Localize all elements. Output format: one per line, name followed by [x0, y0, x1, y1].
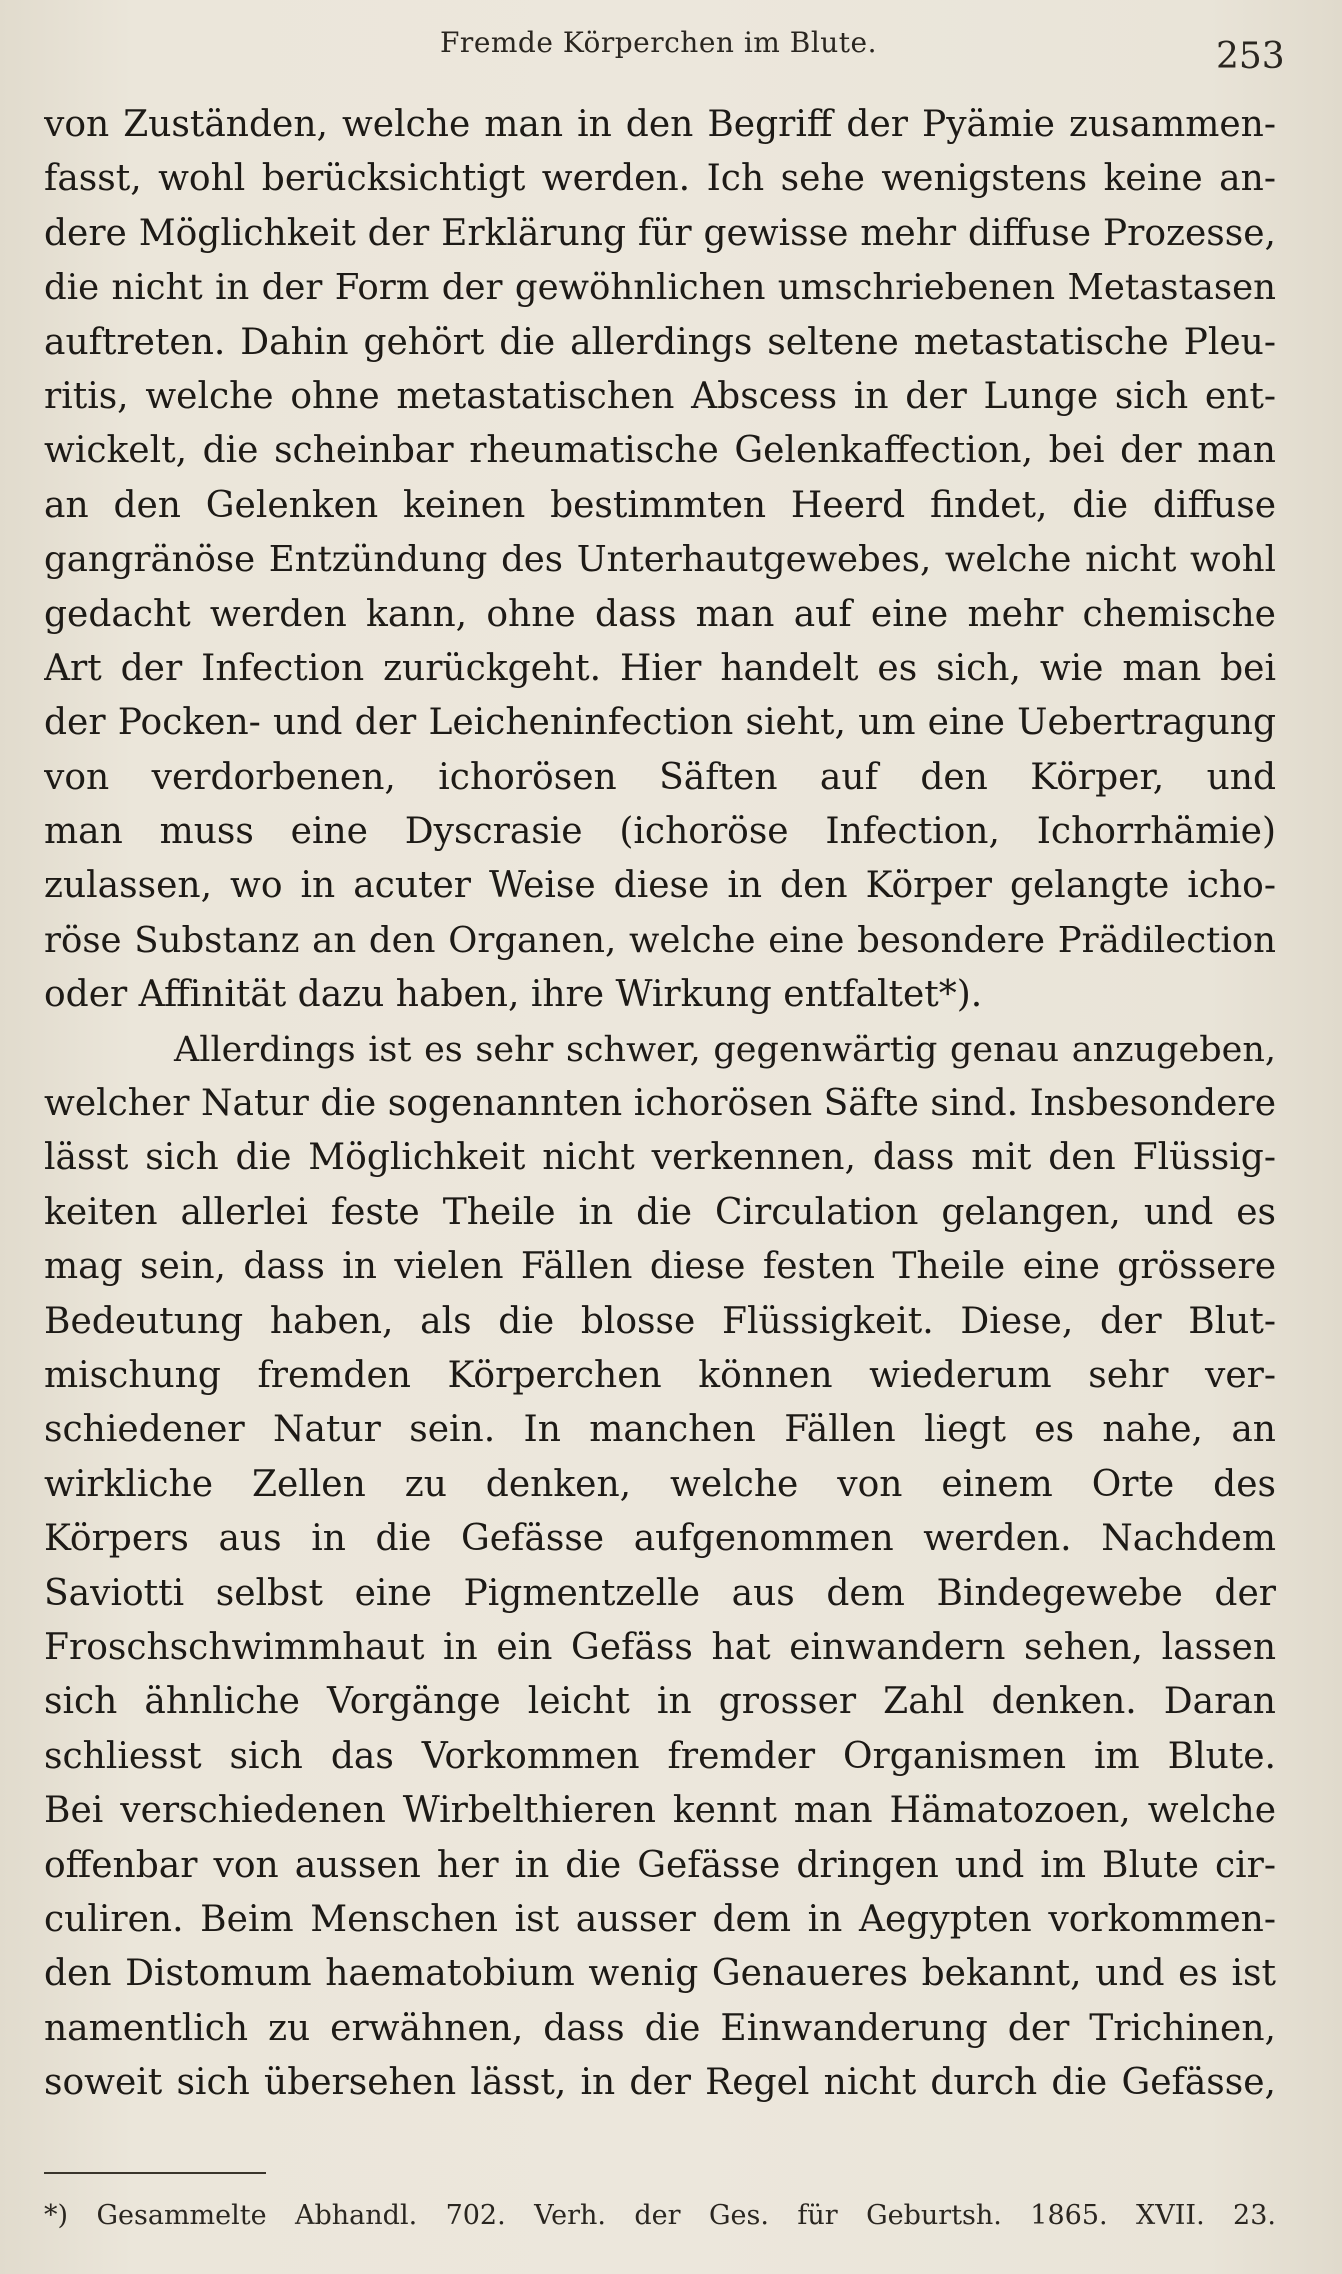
text-line: schliesst sich das Vorkommen fremder Organismen im Blute.: [44, 1735, 1276, 1777]
text-line: culiren. Beim Menschen ist ausser dem in Aegypten vorkommen-: [44, 1898, 1276, 1940]
text-line: an den Gelenken keinen bestimmten Heerd findet, die diffuse: [44, 484, 1276, 526]
text-line: offenbar von aussen her in die Gefässe dringen und im Blute cir-: [44, 1844, 1276, 1886]
text-line: wirkliche Zellen zu denken, welche von einem Orte des: [44, 1463, 1276, 1505]
text-line: sich ähnliche Vorgänge leicht in grosser Zahl denken. Daran: [44, 1681, 1276, 1723]
text-line: Art der Infection zurückgeht. Hier handelt es sich, wie man bei: [44, 647, 1276, 689]
footnote: *) Gesammelte Abhandl. 702. Verh. der Ges. für Geburtsh. 1865. XVII. 23.: [44, 2200, 1276, 2231]
running-head: Fremde Körperchen im Blute.: [440, 26, 878, 59]
text-line: mischung fremden Körperchen können wiederum sehr ver-: [44, 1354, 1276, 1396]
text-line: soweit sich übersehen lässt, in der Regel nicht durch die Gefässe,: [44, 2062, 1276, 2104]
text-line: fasst, wohl berücksichtigt werden. Ich sehe wenigstens keine an-: [44, 158, 1276, 200]
text-line: namentlich zu erwähnen, dass die Einwanderung der Trichinen,: [44, 2007, 1276, 2049]
footnote-divider: [44, 2172, 266, 2174]
text-line: gangränöse Entzündung des Unterhautgewebes, welche nicht wohl: [44, 539, 1276, 581]
text-line: dere Möglichkeit der Erklärung für gewisse mehr diffuse Prozesse,: [44, 212, 1276, 254]
text-line: Körpers aus in die Gefässe aufgenommen werden. Nachdem: [44, 1518, 1276, 1560]
text-line: oder Affinität dazu haben, ihre Wirkung entfaltet*).: [44, 974, 983, 1016]
text-line: man muss eine Dyscrasie (ichoröse Infection, Ichorrhämie): [44, 811, 1276, 853]
text-line: lässt sich die Möglichkeit nicht verkennen, dass mit den Flüssig-: [44, 1137, 1276, 1179]
text-line: Saviotti selbst eine Pigmentzelle aus dem Bindegewebe der: [44, 1572, 1276, 1614]
text-line: die nicht in der Form der gewöhnlichen umschriebenen Metastasen: [44, 267, 1276, 309]
text-line: Bei verschiedenen Wirbelthieren kennt man Hämatozoen, welche: [44, 1790, 1276, 1832]
text-line: mag sein, dass in vielen Fällen diese festen Theile eine grössere: [44, 1246, 1276, 1288]
text-line: der Pocken- und der Leicheninfection sieht, um eine Uebertragung: [44, 702, 1276, 744]
page-number: 253: [1216, 36, 1285, 77]
text-line: schiedener Natur sein. In manchen Fällen liegt es nahe, an: [44, 1409, 1276, 1451]
text-line: auftreten. Dahin gehört die allerdings seltene metastatische Pleu-: [44, 321, 1276, 363]
text-line: Froschschwimmhaut in ein Gefäss hat einwandern sehen, lassen: [44, 1626, 1276, 1668]
paragraph-start-line: Allerdings ist es sehr schwer, gegenwärtig genau anzugeben,: [174, 1029, 1276, 1070]
text-line: wickelt, die scheinbar rheumatische Gelenkaffection, bei der man: [44, 430, 1276, 472]
text-line: Bedeutung haben, als die blosse Flüssigkeit. Diese, der Blut-: [44, 1300, 1276, 1342]
text-line: zulassen, wo in acuter Weise diese in den Körper gelangte icho-: [44, 865, 1276, 907]
text-line: von Zuständen, welche man in den Begriff der Pyämie zusammen-: [44, 104, 1276, 145]
text-line: den Distomum haematobium wenig Genaueres bekannt, und es ist: [44, 1953, 1276, 1995]
text-line: ritis, welche ohne metastatischen Abscess in der Lunge sich ent-: [44, 375, 1276, 417]
text-line: welcher Natur die sogenannten ichorösen Säfte sind. Insbesondere: [44, 1083, 1276, 1125]
text-line: gedacht werden kann, ohne dass man auf eine mehr chemische: [44, 593, 1276, 635]
text-line: röse Substanz an den Organen, welche eine besondere Prädilection: [44, 919, 1276, 961]
body-text: [44, 98, 1276, 2110]
text-line: keiten allerlei feste Theile in die Circulation gelangen, und es: [44, 1191, 1276, 1233]
text-line: von verdorbenen, ichorösen Säften auf den Körper, und: [44, 756, 1276, 798]
